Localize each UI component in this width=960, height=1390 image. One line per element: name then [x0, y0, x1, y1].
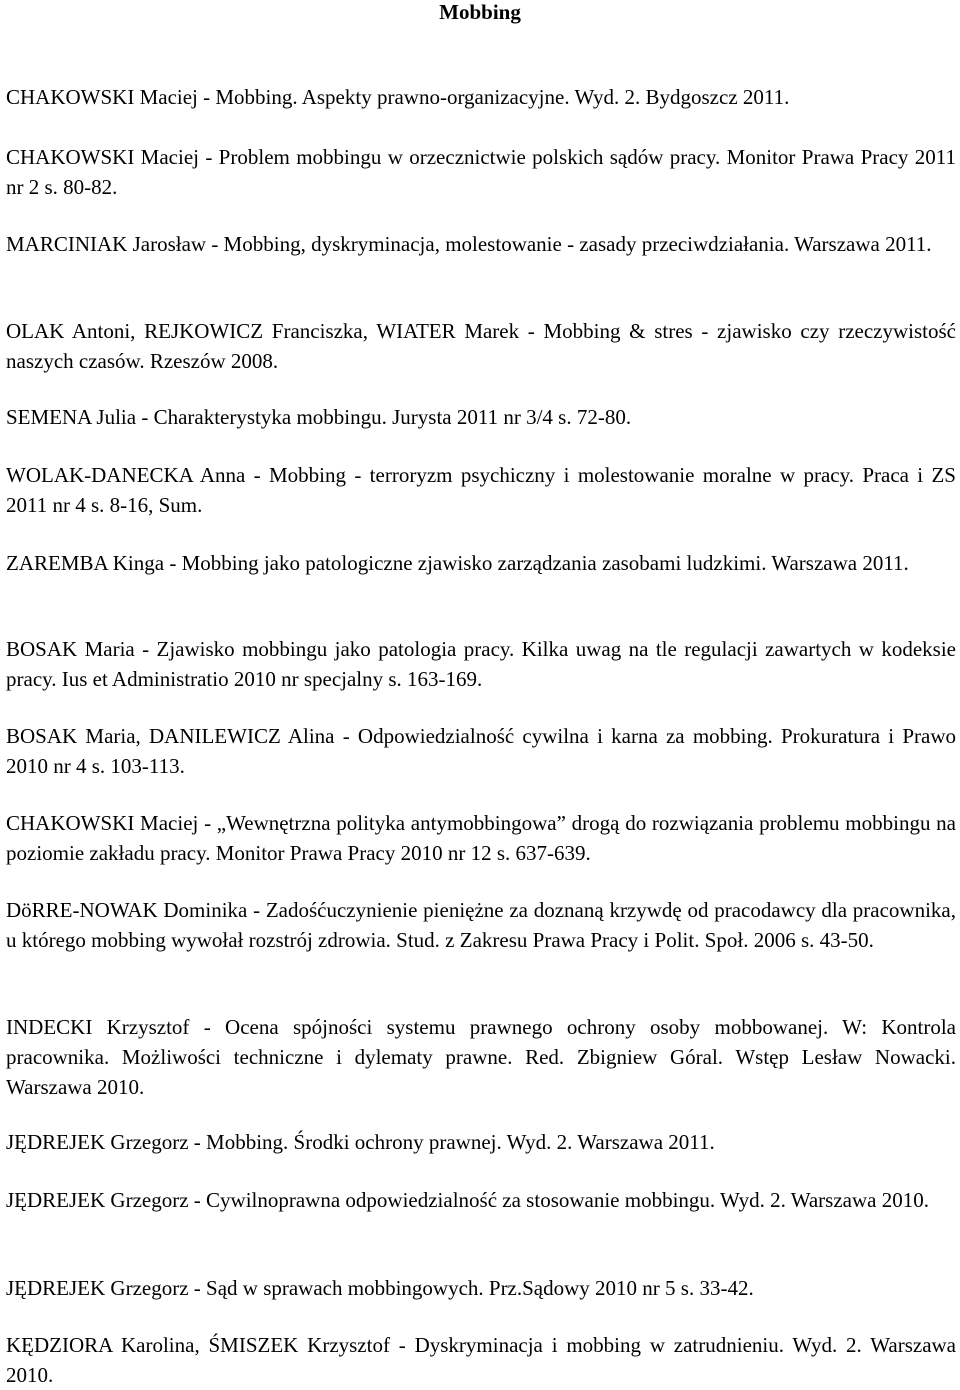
bibliography-entry: OLAK Antoni, REJKOWICZ Franciszka, WIATER Marek - Mobbing & stres - zjawisko czy rzeczywistość naszych czasów. Rzeszów 2008. — [6, 319, 956, 373]
bibliography-entry: JĘDREJEK Grzegorz - Sąd w sprawach mobbingowych. Prz.Sądowy 2010 nr 5 s. 33-42. — [6, 1276, 754, 1300]
bibliography-entry: BOSAK Maria - Zjawisko mobbingu jako patologia pracy. Kilka uwag na tle regulacji zawartych w kodeksie pracy. Ius et Administratio 2010 nr specjalny s. 163-169. — [6, 637, 956, 691]
document-title: Mobbing — [439, 0, 521, 24]
bibliography-entry: JĘDREJEK Grzegorz - Cywilnoprawna odpowiedzialność za stosowanie mobbingu. Wyd. 2. Warszawa 2010. — [6, 1188, 929, 1212]
bibliography-entry: KĘDZIORA Karolina, ŚMISZEK Krzysztof - Dyskryminacja i mobbing w zatrudnieniu. Wyd. 2. Warszawa 2010. — [6, 1333, 956, 1387]
bibliography-entry: CHAKOWSKI Maciej - Problem mobbingu w orzecznictwie polskich sądów pracy. Monitor Prawa Pracy 2011 nr 2 s. 80-82. — [6, 145, 956, 199]
bibliography-entry: JĘDREJEK Grzegorz - Mobbing. Środki ochrony prawnej. Wyd. 2. Warszawa 2011. — [6, 1130, 715, 1154]
bibliography-entry: INDECKI Krzysztof - Ocena spójności systemu prawnego ochrony osoby mobbowanej. W: Kontrola pracownika. Możliwości techniczne i dylematy prawne. Red. Zbigniew Góral. Wstęp Lesław Nowacki. Warszawa 2010. — [6, 1015, 956, 1099]
bibliography-entry: ZAREMBA Kinga - Mobbing jako patologiczne zjawisko zarządzania zasobami ludzkimi. Warszawa 2011. — [6, 551, 909, 575]
bibliography-entry: WOLAK-DANECKA Anna - Mobbing - terroryzm psychiczny i molestowanie moralne w pracy. Praca i ZS 2011 nr 4 s. 8-16, Sum. — [6, 463, 956, 517]
bibliography-entry: BOSAK Maria, DANILEWICZ Alina - Odpowiedzialność cywilna i karna za mobbing. Prokuratura i Prawo 2010 nr 4 s. 103-113. — [6, 724, 956, 778]
bibliography-entry: MARCINIAK Jarosław - Mobbing, dyskryminacja, molestowanie - zasady przeciwdziałania. Warszawa 2011. — [6, 232, 932, 256]
bibliography-entry: CHAKOWSKI Maciej - Mobbing. Aspekty prawno-organizacyjne. Wyd. 2. Bydgoszcz 2011. — [6, 85, 790, 109]
bibliography-entry: DöRRE-NOWAK Dominika - Zadośćuczynienie pieniężne za doznaną krzywdę od pracodawcy dla pracownika, u którego mobbing wywołał rozstrój zdrowia. Stud. z Zakresu Prawa Pracy i Polit. Społ. 2006 s. 43-50. — [6, 898, 956, 952]
bibliography-entry: SEMENA Julia - Charakterystyka mobbingu. Jurysta 2011 nr 3/4 s. 72-80. — [6, 405, 632, 429]
bibliography-entry: CHAKOWSKI Maciej - „Wewnętrzna polityka antymobbingowa” drogą do rozwiązania problemu mobbingu na poziomie zakładu pracy. Monitor Prawa Pracy 2010 nr 12 s. 637-639. — [6, 811, 956, 865]
